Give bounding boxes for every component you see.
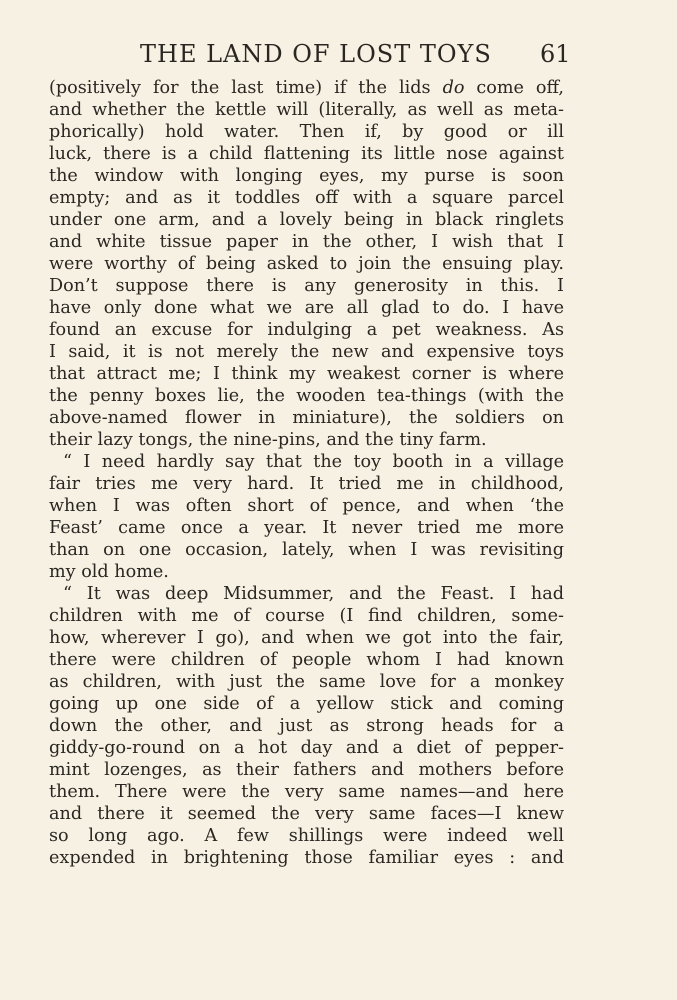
text-line: “ I need hardly say that the toy booth in a village [63,452,564,472]
text-line: and there it seemed the very same faces—I knew [49,804,564,824]
text-line: down the other, and just as strong heads for a [49,716,564,736]
text-line: as children, with just the same love for a monkey [49,672,564,692]
text-line: Don’t suppose there is any generosity in this. I [49,276,564,296]
text-line: the window with longing eyes, my purse is soon [49,166,564,186]
emphasized-word: do [442,78,465,98]
text-line: that attract me; I think my weakest corner is where [49,364,564,384]
text-line: than on one occasion, lately, when I was revisiting [49,540,564,560]
text-line: were worthy of being asked to join the ensuing play. [49,254,564,274]
page-number: 61 [540,40,571,68]
text-line: luck, there is a child flattening its little nose against [49,144,564,164]
text-line: the penny boxes lie, the wooden tea-things (with the [49,386,564,406]
text-line: them. There were the very same names—and here [49,782,564,802]
text-line: Feast’ came once a year. It never tried me more [49,518,564,538]
text-line: expended in brightening those familiar eyes : and [49,848,564,868]
text-line: found an excuse for indulging a pet weakness. As [49,320,564,340]
text-line: empty; and as it toddles off with a square parcel [49,188,564,208]
text-line: going up one side of a yellow stick and coming [49,694,564,714]
text-line: and white tissue paper in the other, I wish that I [49,232,564,252]
text-line: their lazy tongs, the nine-pins, and the tiny farm. [49,430,487,450]
text-line: there were children of people whom I had known [49,650,564,670]
text-line: children with me of course (I find children, some- [49,606,564,626]
body-text [49,77,564,869]
text-line: above-named flower in miniature), the soldiers on [49,408,564,428]
text-line: under one arm, and a lovely being in black ringlets [49,210,564,230]
text-line: phorically) hold water. Then if, by good or ill [49,122,564,142]
text-line: my old home. [49,562,169,582]
text-line: mint lozenges, as their fathers and mothers before [49,760,564,780]
text-line: I said, it is not merely the new and expensive toys [49,342,564,362]
text-fragment: (positively for the last time) if the lids [49,78,443,98]
text-line: have only done what we are all glad to do. I have [49,298,564,318]
text-fragment: come off, [464,78,564,98]
running-head [0,40,677,70]
text-line: fair tries me very hard. It tried me in childhood, [49,474,564,494]
text-line: giddy-go-round on a hot day and a diet of pepper- [49,738,564,758]
text-line: so long ago. A few shillings were indeed well [49,826,564,846]
text-line: how, wherever I go), and when we got into the fair, [49,628,564,648]
text-line: when I was often short of pence, and when ‘the [49,496,564,516]
running-title: THE LAND OF LOST TOYS [140,40,492,68]
text-line: “ It was deep Midsummer, and the Feast. I had [63,584,564,604]
text-line [49,77,564,99]
text-line: and whether the kettle will (literally, as well as meta- [49,100,564,120]
